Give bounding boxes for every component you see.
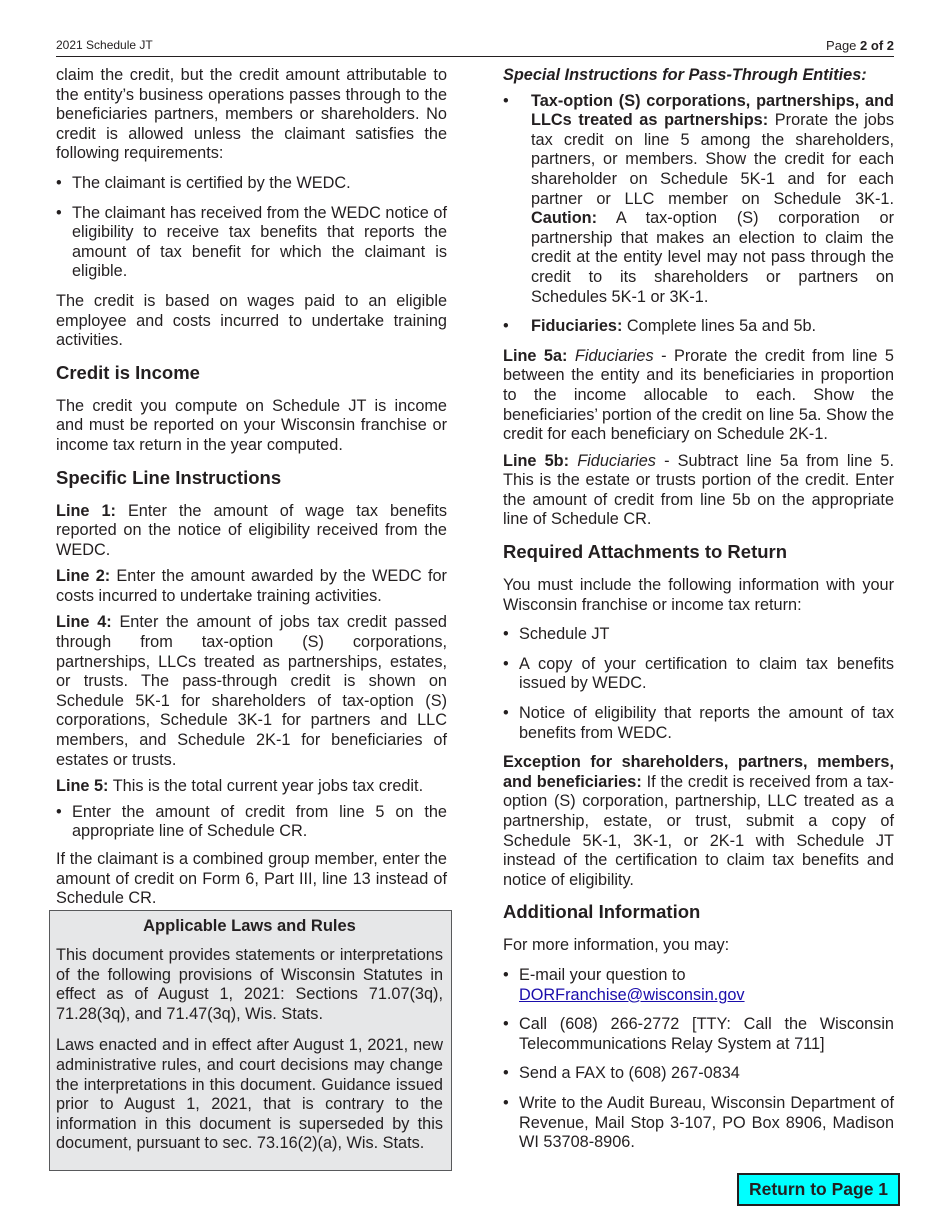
list-item: • Send a FAX to (608) 267-0834: [503, 1064, 894, 1084]
line2-instruction: Line 2: Enter the amount awarded by the WEDC for costs incurred to undertake training activities.: [56, 567, 447, 605]
form-title: 2021 Schedule JT: [56, 38, 153, 52]
list-item: • Notice of eligibility that reports the amount of tax benefits from WEDC.: [503, 704, 894, 743]
exception-paragraph: Exception for shareholders, partners, members, and beneficiaries: If the credit is received from a tax-option (S) corporation, partnership, LLC treated as a partnership, estate, or trust, submit a copy of Schedule 5K-1, 3K-1, or 2K-1 with Schedule JT instead of the certification to claim tax benefits and notice of eligibility.: [503, 753, 894, 889]
list-item: • Fiduciaries: Complete lines 5a and 5b.: [503, 317, 894, 337]
line1-instruction: Line 1: Enter the amount of wage tax benefits reported on the notice of eligibility received from the WEDC.: [56, 501, 447, 559]
line4-instruction: Line 4: Enter the amount of jobs tax credit passed through from tax-option (S) corporations, partnerships, LLCs treated as partnerships, estates, or trusts. The pass-through credit is shown on Schedule 5K-1 for shareholders of tax-option (S) corporations, Schedule 3K-1 for partners and LLC members, and Schedule 2K-1 for beneficiaries of estates or trusts.: [56, 613, 447, 769]
page-number: Page 2 of 2: [826, 38, 894, 53]
requirements-list: [56, 174, 447, 282]
line5-list: [56, 803, 447, 842]
list-item: • A copy of your certification to claim tax benefits issued by WEDC.: [503, 655, 894, 694]
left-column: [56, 66, 447, 916]
list-item: • Enter the amount of credit from line 5 on the appropriate line of Schedule CR.: [56, 803, 447, 842]
special-instructions-title: Special Instructions for Pass-Through Entities:: [503, 66, 867, 84]
email-link[interactable]: DORFranchise@wisconsin.gov: [519, 985, 745, 1004]
line5b-instruction: Line 5b: Fiduciaries - Subtract line 5a from line 5. This is the estate or trusts portion of the credit. Enter the amount of credit from line 5b on the appropriate line of Schedule CR.: [503, 451, 894, 529]
list-item: • Tax-option (S) corporations, partnerships, and LLCs treated as partnerships: Prorate the jobs tax credit on line 5 among the shareholders, partners, or members. Show the credit for each shareholder on Schedule 5K-1 and for each partner or LLC member on Schedule 3K-1. Caution: A tax-option (S) corporation or partnership that makes an election to claim the credit at the entity level may not pass through the credit to its shareholders or partners on Schedules 5K-1 or 3K-1.: [503, 92, 894, 308]
credit-income-paragraph: The credit you compute on Schedule JT is income and must be reported on your Wisconsin franchise or income tax return in the year computed.: [56, 396, 447, 454]
intro-paragraph: claim the credit, but the credit amount attributable to the entity’s business operations passes through to the beneficiaries partners, members or shareholders. No credit is allowed unless the claimant satisfies the following requirements:: [56, 66, 447, 163]
attachments-list: [503, 625, 894, 743]
additional-info-intro: For more information, you may:: [503, 936, 730, 955]
specific-line-heading: Specific Line Instructions: [56, 466, 282, 488]
list-item: • Write to the Audit Bureau, Wisconsin Department of Revenue, Mail Stop 3-107, PO Box 8906, Madison WI 53708-8906.: [503, 1094, 894, 1153]
list-item: • E-mail your question to DORFranchise@wisconsin.gov: [503, 966, 894, 1005]
credit-income-heading: Credit is Income: [56, 361, 200, 383]
list-item: • The claimant has received from the WEDC notice of eligibility to receive tax benefits that reports the amount of tax benefit for which the claimant is eligible.: [56, 204, 447, 282]
list-item: • Schedule JT: [503, 625, 894, 645]
laws-paragraph-1: This document provides statements or interpretations of the following provisions of Wisconsin Statutes in effect as of August 1, 2021: Sections 71.07(3q), 71.28(3q), and 71.47(3q), Wis. Stats.: [56, 946, 443, 1023]
combined-group-paragraph: If the claimant is a combined group member, enter the amount of credit on Form 6, Part III, line 13 instead of Schedule CR.: [56, 850, 447, 908]
line5-instruction: Line 5: This is the total current year jobs tax credit.: [56, 777, 424, 796]
pass-through-list: [503, 92, 894, 337]
line5a-instruction: Line 5a: Fiduciaries - Prorate the credit from line 5 between the entity and its beneficiaries in proportion to the income allocable to each. Show the beneficiaries’ portion of the credit on line 5a. Show the credit for each beneficiary on Schedule 2K-1.: [503, 346, 894, 444]
header-rule: [56, 56, 894, 57]
list-item: • The claimant is certified by the WEDC.: [56, 174, 447, 194]
laws-paragraph-2: Laws enacted and in effect after August 1, 2021, new administrative rules, and court decisions may change the interpretations in this document. Guidance issued prior to August 1, 2021, that is contrary to the information in this document is superseded by this document, pursuant to sec. 73.16(2)(a), Wis. Stats.: [56, 1036, 443, 1153]
applicable-laws-title: Applicable Laws and Rules: [143, 917, 356, 935]
contact-list: [503, 966, 894, 1153]
attachments-intro: You must include the following information with your Wisconsin franchise or income tax return:: [503, 576, 894, 614]
right-column: [503, 66, 894, 1163]
credit-basis-paragraph: The credit is based on wages paid to an eligible employee and costs incurred to undertake training activities.: [56, 291, 447, 350]
additional-info-heading: Additional Information: [503, 901, 701, 923]
list-item: • Call (608) 266-2772 [TTY: Call the Wisconsin Telecommunications Relay System at 711]: [503, 1015, 894, 1054]
applicable-laws-box: [49, 910, 452, 1171]
return-to-page-1-button[interactable]: Return to Page 1: [737, 1173, 900, 1206]
attachments-heading: Required Attachments to Return: [503, 541, 788, 563]
